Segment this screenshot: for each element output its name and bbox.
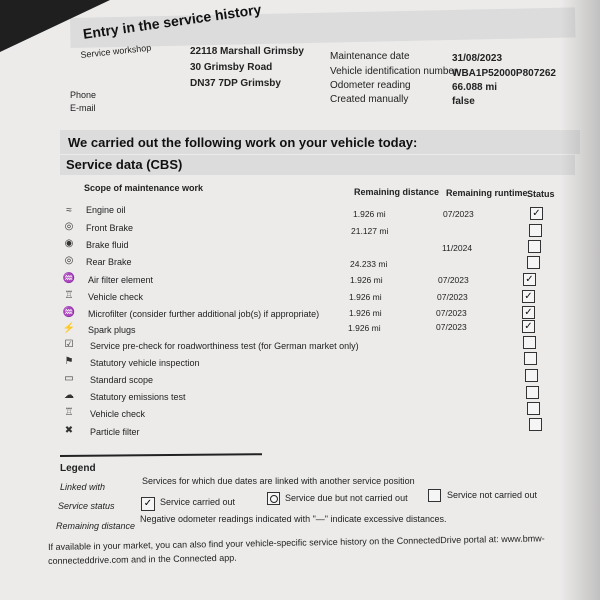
table-row bbox=[60, 237, 560, 253]
row-distance: 24.233 mi bbox=[350, 259, 388, 269]
status-checkbox[interactable]: ✓ bbox=[522, 290, 535, 303]
row-runtime: 07/2023 bbox=[436, 322, 467, 332]
footer-line-2: connecteddrive.com and in the Connected app. bbox=[48, 552, 237, 566]
row-label: Brake fluid bbox=[86, 240, 129, 250]
meta-value-created: false bbox=[452, 96, 475, 107]
meta-value-odometer: 66.088 mi bbox=[452, 82, 498, 93]
workshop-address-line-3: DN37 7DP Grimsby bbox=[190, 78, 281, 89]
legend-linked-text: Services for which due dates are linked with another service position bbox=[142, 476, 415, 486]
table-row bbox=[60, 254, 560, 270]
row-label: Engine oil bbox=[86, 205, 126, 215]
column-runtime: Remaining runtime bbox=[446, 188, 528, 198]
column-distance: Remaining distance bbox=[354, 187, 440, 197]
table-row bbox=[60, 338, 560, 354]
legend-carried-out-text: Service carried out bbox=[160, 497, 236, 507]
legend-not-carried-checkbox bbox=[428, 489, 441, 502]
table-row bbox=[60, 322, 560, 338]
row-distance: 1.926 mi bbox=[350, 275, 383, 285]
row-runtime: 07/2023 bbox=[437, 292, 468, 302]
row-label: Air filter element bbox=[88, 275, 154, 285]
service-workshop-label: Service workshop bbox=[80, 42, 152, 60]
legend-divider bbox=[60, 453, 262, 457]
status-checkbox[interactable] bbox=[529, 224, 542, 237]
row-distance: 1.926 mi bbox=[348, 323, 381, 333]
row-runtime: 07/2023 bbox=[438, 275, 469, 285]
status-checkbox[interactable]: ✓ bbox=[523, 273, 536, 286]
legend-not-carried-text: Service not carried out bbox=[447, 490, 538, 500]
table-row bbox=[60, 220, 560, 236]
workshop-address-line-1: 22118 Marshall Grimsby bbox=[190, 46, 304, 57]
row-label: Microfilter (consider further additional job(s) if appropriate) bbox=[88, 309, 320, 319]
vehicle-check-2-icon: ♖ bbox=[64, 407, 74, 418]
table-row bbox=[60, 389, 560, 405]
table-row bbox=[60, 424, 560, 440]
statutory-inspection-icon: ⚑ bbox=[64, 356, 74, 367]
status-checkbox[interactable]: ✓ bbox=[522, 320, 535, 333]
column-status: Status bbox=[527, 189, 555, 199]
meta-label-created: Created manually bbox=[330, 94, 409, 105]
status-checkbox[interactable] bbox=[527, 256, 540, 269]
particle-filter-icon: ✖ bbox=[64, 425, 74, 436]
pre-check-icon: ☑ bbox=[64, 339, 74, 350]
air-filter-icon: ♒ bbox=[62, 273, 76, 284]
row-runtime: 11/2024 bbox=[442, 243, 473, 253]
legend-remaining-text: Negative odometer readings indicated with "—" indicate excessive distances. bbox=[140, 514, 447, 524]
microfilter-icon: ♒ bbox=[62, 307, 76, 318]
status-checkbox[interactable] bbox=[527, 402, 540, 415]
row-runtime: 07/2023 bbox=[436, 308, 467, 318]
row-label: Standard scope bbox=[90, 375, 154, 385]
status-checkbox[interactable] bbox=[528, 240, 541, 253]
standard-scope-icon: ▭ bbox=[64, 373, 74, 384]
email-label: E-mail bbox=[70, 103, 96, 113]
legend-due-text: Service due but not carried out bbox=[285, 493, 408, 503]
workshop-address-line-2: 30 Grimsby Road bbox=[190, 62, 273, 73]
row-runtime: 07/2023 bbox=[443, 209, 474, 219]
table-row bbox=[60, 372, 560, 388]
table-row bbox=[60, 355, 560, 371]
spark-plugs-icon: ⚡ bbox=[62, 323, 76, 334]
status-checkbox[interactable] bbox=[523, 336, 536, 349]
legend-due-circle-icon bbox=[267, 492, 280, 505]
page-edge-shadow bbox=[560, 0, 600, 600]
row-label: Service pre-check for roadworthiness test (for German market only) bbox=[90, 341, 359, 351]
status-checkbox[interactable] bbox=[529, 418, 542, 431]
status-checkbox[interactable]: ✓ bbox=[522, 306, 535, 319]
rear-brake-icon: ◎ bbox=[64, 255, 74, 266]
row-label: Particle filter bbox=[90, 427, 140, 437]
row-distance: 21.127 mi bbox=[351, 226, 389, 236]
meta-label-odometer: Odometer reading bbox=[330, 80, 411, 91]
status-checkbox[interactable]: ✓ bbox=[530, 207, 543, 220]
footer-line-1: If available in your market, you can also find your vehicle-specific service history on the ConnectedDrive portal at: www.bmw- bbox=[48, 533, 545, 552]
meta-label-vin: Vehicle identification number bbox=[330, 66, 458, 77]
legend-remaining-label: Remaining distance bbox=[56, 521, 136, 531]
row-distance: 1.926 mi bbox=[353, 209, 386, 219]
vehicle-check-icon: ♖ bbox=[64, 290, 74, 301]
legend-status-label: Service status bbox=[58, 501, 115, 511]
legend-title: Legend bbox=[60, 463, 96, 474]
table-row bbox=[60, 272, 560, 288]
row-distance: 1.926 mi bbox=[349, 308, 382, 318]
entry-title: Entry in the service history bbox=[82, 0, 263, 42]
status-checkbox[interactable] bbox=[524, 352, 537, 365]
status-checkbox[interactable] bbox=[525, 369, 538, 382]
emissions-test-icon: ☁ bbox=[64, 390, 74, 401]
legend-carried-out-checkbox: ✓ bbox=[141, 497, 155, 511]
table-row bbox=[60, 289, 560, 305]
page-fold-shadow bbox=[0, 0, 110, 52]
brake-fluid-icon: ◉ bbox=[64, 238, 74, 249]
meta-label-date: Maintenance date bbox=[330, 51, 410, 62]
phone-label: Phone bbox=[70, 90, 97, 100]
row-label: Statutory emissions test bbox=[90, 392, 186, 402]
row-label: Statutory vehicle inspection bbox=[90, 358, 200, 368]
row-label: Front Brake bbox=[86, 223, 134, 233]
legend-linked-label: Linked with bbox=[60, 482, 106, 492]
row-label: Spark plugs bbox=[88, 325, 136, 335]
status-checkbox[interactable] bbox=[526, 386, 539, 399]
column-scope: Scope of maintenance work bbox=[84, 183, 204, 193]
cbs-heading: Service data (CBS) bbox=[66, 157, 183, 172]
meta-value-date: 31/08/2023 bbox=[452, 53, 503, 64]
front-brake-icon: ◎ bbox=[64, 221, 74, 232]
table-row bbox=[60, 204, 560, 220]
engine-oil-icon: ≈ bbox=[66, 205, 72, 216]
table-row bbox=[60, 406, 560, 422]
row-label: Rear Brake bbox=[86, 257, 132, 267]
table-row bbox=[60, 306, 560, 322]
meta-value-vin: WBA1P52000P807262 bbox=[452, 68, 556, 79]
row-label: Vehicle check bbox=[90, 409, 146, 419]
row-label: Vehicle check bbox=[88, 292, 144, 302]
row-distance: 1.926 mi bbox=[349, 292, 382, 302]
work-heading: We carried out the following work on your vehicle today: bbox=[68, 135, 418, 150]
